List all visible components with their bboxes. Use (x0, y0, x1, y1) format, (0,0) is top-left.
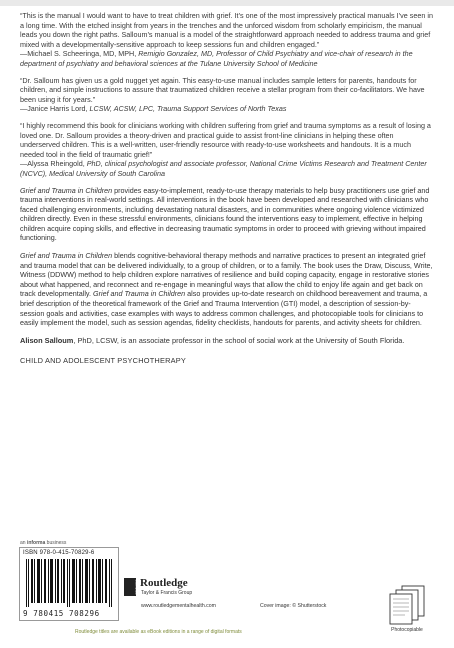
endorsement-1-attribution (20, 49, 434, 68)
photocopiable-label: Photocopiable (391, 627, 423, 633)
publisher-group: Taylor & Francis Group (141, 590, 193, 596)
informa-brand: informa (26, 540, 46, 546)
informa-suffix: business (45, 540, 67, 546)
barcode-icon (24, 559, 114, 607)
informa-prefix: an (20, 540, 27, 546)
routledge-mark-text: ROUTLEDGE (135, 579, 138, 595)
author-bio (20, 336, 434, 346)
subject-category: CHILD AND ADOLESCENT PSYCHOTHERAPY (20, 355, 187, 365)
endorsement-1-text: “This is the manual I would want to have to treat children with grief. It’s one of the most impressively practical manuals I’ve seen in a long time. With the etched insight from years in the trenches and the unforced wisdom from scholarly empiricism, the manual leads you down the right paths. Salloum’s manual is a model of the straightforward approach needed to address trauma and grief mixed with a developmentally-sensitive approach to keep sessions fun and children engaged.” (20, 11, 433, 49)
publisher-name: Routledge (140, 577, 188, 589)
endorsement-3-name: —Alyssa Rheingold, (20, 159, 87, 169)
author-bio-text: , PhD, LCSW, is an associate professor in the school of social work at the University of South Florida. (73, 335, 405, 345)
stacked-pages-icon (380, 584, 434, 626)
endorsement-2 (20, 76, 434, 114)
endorsement-1 (20, 11, 434, 69)
cover-image-credit: Cover image: © Shutterstock (260, 603, 327, 609)
endorsement-2-attribution (20, 104, 434, 114)
book-title-mention: Grief and Trauma in Children (92, 289, 186, 299)
photocopiable-badge (380, 584, 434, 636)
book-title-mention: Grief and Trauma in Children (20, 251, 113, 261)
book-title-mention: Grief and Trauma in Children (20, 185, 113, 195)
cover-text (20, 11, 434, 365)
top-strip (0, 0, 454, 6)
informa-business-line (20, 540, 66, 546)
description-2b-text: also provides up-to-date research on childhood bereavement and trauma, a brief description of the theoretical framework of the Grief and Trauma Intervention (GTI) model, a description of session-by-session goals and activities, case examples with ways to address common challenges, and photocopiable tools for clinicians to easily implement the model, such as session agendas, fidelity checklists, handouts for parents, and activity sheets for children. (20, 289, 428, 328)
endorsement-2-role: LCSW, ACSW, LPC, Trauma Support Services of North Texas (89, 104, 287, 114)
endorsement-3-attribution (20, 159, 434, 178)
endorsement-3-role: PhD, clinical psychologist and associate professor, National Crime Victims Research and Treatment Center (NCVC), Medical University of South Carolina (20, 159, 427, 178)
routledge-mark-icon (124, 578, 136, 596)
author-name: Alison Salloum (20, 335, 74, 345)
description-paragraph-1 (20, 186, 434, 244)
description-1-text: provides easy-to-implement, ready-to-use therapy materials to help busy practitioners use grief and trauma interventions in real-world settings. All interventions in the book have been developed and researched with clinicians who faced challenging environments, including devastating natural disasters, and in communities where ongoing violence victimized children directly. Even in these stressful environments, clinicians found the interventions easy to implement, effective in helping children acquire coping skills, and effective in decreasing traumatic symptoms in order to proceed with grieving without impaired functioning. (20, 185, 430, 243)
endorsement-3 (20, 121, 434, 179)
description-paragraph-2 (20, 251, 434, 328)
endorsement-1-role: Remigio Gonzalez, MD, Professor of Child Psychiatry and vice-chair of research in the department of psychiatry and behavioral sciences at the Tulane University School of Medicine (20, 49, 413, 68)
publisher-url: www.routledgementalhealth.com (141, 603, 216, 609)
isbn-label: ISBN 978-0-415-70829-6 (23, 550, 95, 556)
description-2-text: blends cognitive-behavioral therapy methods and narrative practices to present an integrated grief and trauma model that can be delivered individually, to a group of children, or to a family. The book uses the Draw, Discuss, Write, Witness (DDWW) method to help children explore narratives of resilience and build coping capacity, engage in restorative stories about what happened, and reconnect and re-engage in meaningful ways that allow the child to enjoy life again and get back on track developmentally. (20, 251, 433, 299)
endorsement-1-name: —Michael S. Scheeringa, MD, MPH, (20, 49, 139, 59)
barcode-panel (19, 547, 119, 621)
endorsement-2-name: —Janice Harris Lord, (20, 104, 90, 114)
endorsement-2-text: “Dr. Salloum has given us a gold nugget yet again. This easy-to-use manual includes sample letters for parents, handouts for children, and simple instructions to assure that traumatized children receive a stellar program from their co-facilitators. We have been using it for years.” (20, 75, 425, 104)
endorsement-3-text: “I highly recommend this book for clinicians working with children suffering from grief and trauma symptoms as a result of losing a loved one. Dr. Salloum provides a theory-driven and practical guide to assist front-line clinicians in helping these often underserved children. This is a well-written, user-friendly resource with ready-to-use worksheets and handouts. It is a much needed tool in the field of traumatic grief!” (20, 120, 431, 159)
ebook-note: Routledge titles are available as eBook editions in a range of digital formats (75, 629, 242, 635)
barcode-number: 9 780415 708296 (23, 609, 100, 618)
